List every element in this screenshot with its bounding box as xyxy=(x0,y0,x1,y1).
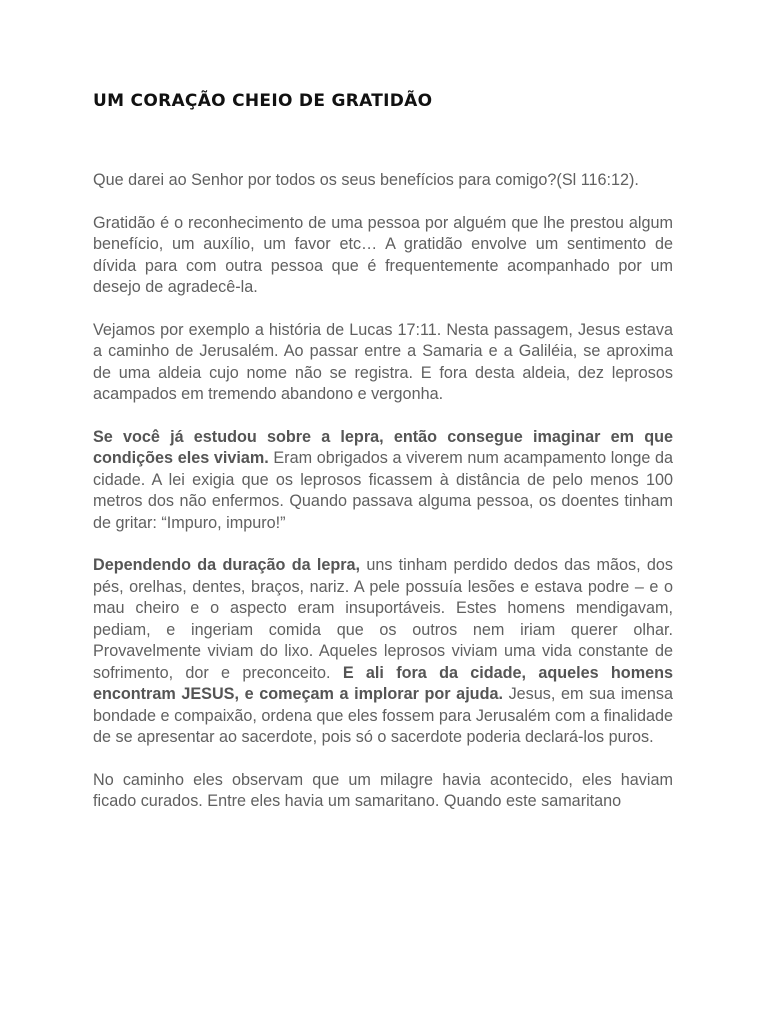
paragraph-text: uns tinham perdido dedos das mãos, dos pés, orelhas, dentes, braços, nariz. A pele possuía lesões e estava podre – e o mau cheiro e o aspecto eram insuportáveis. Estes homens mendigavam, pediam, e ingeriam comida que os outros nem iriam querer olhar. Provavelmente viviam do lixo. Aqueles leprosos viviam uma vida constante de sofrimento, dor e preconceito. xyxy=(93,556,673,682)
paragraph-text: Jesus, em sua imensa bondade e compaixão, ordena que eles fossem para Jerusalém com a finalidade de se apresentar ao sacerdote, pois só o sacerdote poderia declará-los puros. xyxy=(93,685,673,746)
paragraph-text: No caminho eles observam que um milagre havia acontecido, eles haviam ficado curados. Entre eles havia um samaritano. Quando este samaritano xyxy=(93,770,673,810)
paragraph-text: Que darei ao Senhor por todos os seus benefícios para comigo?(Sl 116:12). xyxy=(93,171,639,189)
document-body xyxy=(93,170,673,813)
paragraph-bold-text: Dependendo da duração da lepra, xyxy=(93,556,361,574)
paragraph-6 xyxy=(93,770,673,813)
paragraph-1 xyxy=(93,170,673,192)
paragraph-bold-text: E ali fora da cidade, aqueles homens encontram JESUS, e começam a implorar por ajuda. xyxy=(93,663,673,703)
paragraph-5 xyxy=(93,555,673,749)
paragraph-4 xyxy=(93,427,673,535)
paragraph-bold-text: Se você já estudou sobre a lepra, então consegue imaginar em que condições eles viviam. xyxy=(93,427,673,467)
document-title: UM CORAÇÃO CHEIO DE GRATIDÃO xyxy=(93,91,433,111)
paragraph-2 xyxy=(93,213,673,299)
paragraph-text: Gratidão é o reconhecimento de uma pessoa por alguém que lhe prestou algum benefício, um auxílio, um favor etc… A gratidão envolve um sentimento de dívida para com outra pessoa que é frequentemente acompanhado por um desejo de agradecê-la. xyxy=(93,213,673,296)
paragraph-text: Vejamos por exemplo a história de Lucas 17:11. Nesta passagem, Jesus estava a caminho de Jerusalém. Ao passar entre a Samaria e a Galiléia, se aproxima de uma aldeia cujo nome não se registra. E fora desta aldeia, dez leprosos acampados em tremendo abandono e vergonha. xyxy=(93,320,673,403)
document-page xyxy=(93,88,673,834)
paragraph-text: Eram obrigados a viverem num acampamento longe da cidade. A lei exigia que os leprosos ficassem à distância de pelo menos 100 metros dos não enfermos. Quando passava alguma pessoa, os doentes tinham de gritar: “Impuro, impuro!” xyxy=(93,449,673,532)
paragraph-3 xyxy=(93,320,673,406)
